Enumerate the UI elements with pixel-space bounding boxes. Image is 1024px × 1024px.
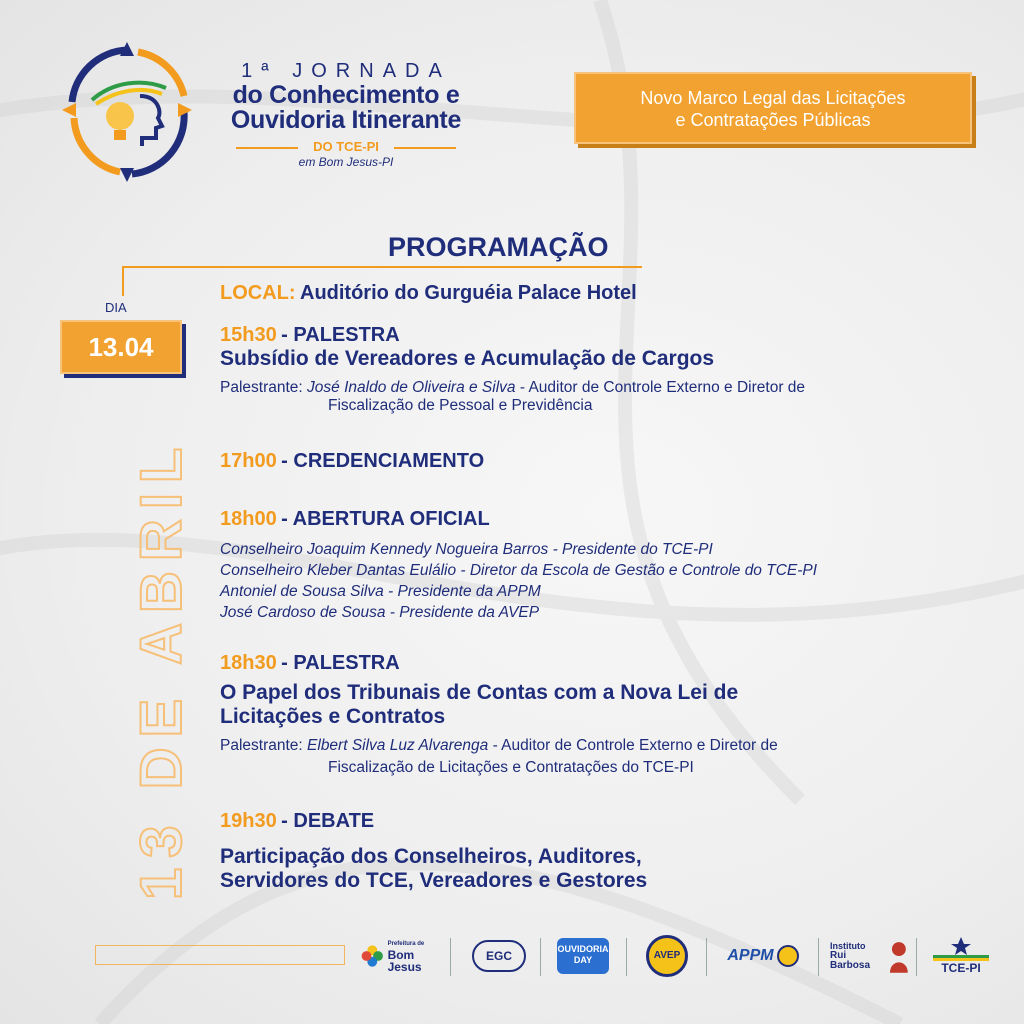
portrait-icon — [888, 939, 910, 973]
speaker-label: Palestrante: — [220, 379, 303, 396]
tce-pi-logo — [926, 928, 996, 984]
bom-jesus-logo — [360, 928, 440, 984]
schedule-type: - DEBATE — [281, 810, 375, 832]
appm-logo — [718, 928, 808, 984]
avep-text: AVEP — [646, 935, 688, 977]
local-value: Auditório do Gurguéia Palace Hotel — [300, 282, 637, 304]
schedule-title: O Papel dos Tribunais de Contas com a Nova Lei de — [220, 681, 739, 704]
schedule-time: 18h30 — [220, 652, 277, 674]
schedule-item — [220, 652, 778, 777]
divider — [540, 938, 541, 976]
decorative-frame — [95, 945, 345, 965]
banner-line-2: e Contratações Públicas — [675, 110, 871, 130]
flower-icon — [360, 941, 385, 971]
schedule-title-cont: Licitações e Contratos — [220, 705, 446, 728]
divider — [450, 938, 451, 976]
local-row — [220, 282, 637, 305]
title-underline — [122, 266, 642, 268]
schedule-item — [220, 324, 805, 415]
authority-item: Antoniel de Sousa Silva - Presidente da APPM — [220, 583, 541, 600]
speaker-role-cont: Fiscalização de Licitações e Contratações do TCE-PI — [328, 759, 694, 776]
instituto-logo — [830, 928, 910, 984]
schedule-time: 17h00 — [220, 450, 277, 472]
speaker-label: Palestrante: — [220, 737, 303, 754]
theme-banner — [574, 72, 972, 144]
date-label: DIA — [105, 300, 127, 315]
banner-line-1: Novo Marco Legal das Licitações — [640, 88, 906, 108]
divider — [626, 938, 627, 976]
authority-list — [220, 539, 817, 623]
avep-logo — [642, 928, 692, 984]
ouvidoria-text: OUVIDORIA DAY — [557, 938, 609, 974]
divider — [916, 938, 917, 976]
tce-pi-text: TCE-PI — [941, 961, 981, 975]
authority-item: José Cardoso de Sousa - Presidente da AVEP — [220, 604, 540, 621]
title-connector — [122, 266, 124, 296]
bom-jesus-small: Prefeitura de — [387, 941, 425, 947]
egc-text: EGC — [472, 940, 526, 972]
schedule-title: Participação dos Conselheiros, Auditores, — [220, 845, 642, 868]
schedule-type: - CREDENCIAMENTO — [281, 450, 485, 472]
brand-line-2: do Conhecimento e — [232, 81, 460, 109]
jornada-logo — [62, 42, 192, 182]
brand-line-5: em Bom Jesus-PI — [298, 155, 394, 169]
date-badge: 13.04 — [60, 320, 182, 374]
page-title: PROGRAMAÇÃO — [388, 232, 609, 262]
local-label: LOCAL: — [220, 282, 296, 304]
speaker-role: - Auditor de Controle Externo e Diretor de — [492, 737, 778, 754]
schedule-item — [220, 810, 647, 893]
brand-line-1: 1ª JORNADA — [241, 60, 451, 82]
schedule-time: 18h00 — [220, 508, 277, 530]
brand-line-4: DO TCE-PI — [236, 139, 456, 154]
authority-item: Conselheiro Joaquim Kennedy Nogueira Barros - Presidente do TCE-PI — [220, 541, 713, 558]
sponsor-logos — [360, 928, 1000, 984]
vertical-date: 13 DE ABRIL — [129, 437, 194, 900]
speaker-name: José Inaldo de Oliveira e Silva — [307, 379, 516, 396]
schedule-title: Subsídio de Vereadores e Acumulação de Cargos — [220, 347, 715, 370]
ouvidoria-logo — [552, 928, 614, 984]
appm-seal-icon — [777, 945, 799, 967]
egc-logo — [468, 928, 530, 984]
speaker-line — [220, 379, 805, 397]
schedule-type: - PALESTRA — [281, 324, 400, 346]
speaker-role-cont: Fiscalização de Pessoal e Previdência — [328, 397, 593, 414]
divider — [818, 938, 819, 976]
speaker-line — [220, 737, 778, 755]
schedule-item — [220, 450, 484, 473]
star-icon — [950, 937, 972, 955]
schedule-type: - ABERTURA OFICIAL — [281, 508, 490, 530]
divider — [706, 938, 707, 976]
event-brand — [216, 60, 476, 169]
bom-jesus-name: Bom Jesus — [387, 948, 422, 974]
speaker-name: Elbert Silva Luz Alvarenga — [307, 737, 489, 754]
instituto-text: Instituto — [830, 941, 866, 951]
speaker-role: - Auditor de Controle Externo e Diretor de — [519, 379, 806, 396]
brand-line-3: Ouvidoria Itinerante — [230, 106, 462, 134]
schedule-time: 19h30 — [220, 810, 277, 832]
schedule-item — [220, 508, 817, 623]
schedule-time: 15h30 — [220, 324, 277, 346]
schedule-type: - PALESTRA — [281, 652, 400, 674]
appm-text: APPM — [727, 947, 774, 964]
rui-barbosa-text: Rui Barbosa — [830, 950, 871, 971]
authority-item: Conselheiro Kleber Dantas Eulálio - Diretor da Escola de Gestão e Controle do TCE-PI — [220, 562, 818, 579]
schedule-title-cont: Servidores do TCE, Vereadores e Gestores — [220, 869, 648, 892]
